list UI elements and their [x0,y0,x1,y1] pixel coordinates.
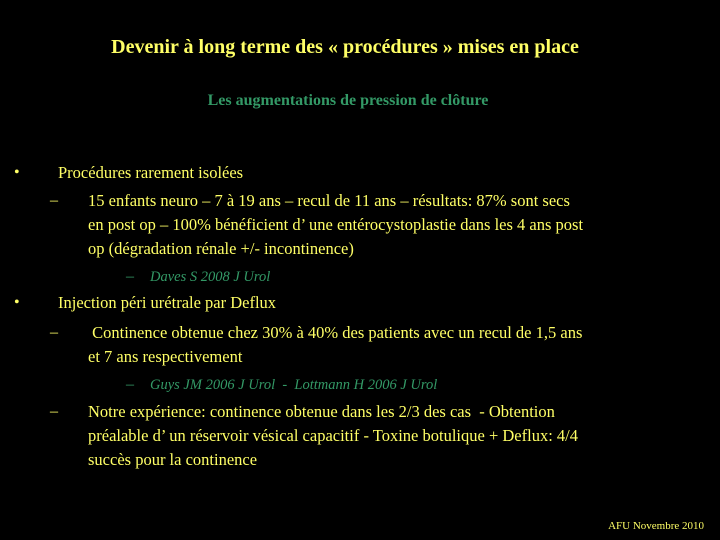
sub-bullet-line: et 7 ans respectivement [88,347,243,366]
bullet-marker: • [14,294,20,311]
sub-bullet-line: op (dégradation rénale +/- incontinence) [88,239,354,258]
bullet-marker: • [14,164,20,181]
slide-subtitle: Les augmentations de pression de clôture [207,92,489,109]
bullet-text: Injection péri urétrale par Deflux [58,293,277,312]
sub-bullet-line: Continence obtenue chez 30% à 40% des patients avec un recul de 1,5 ans [88,323,583,342]
sub-bullet-line: Notre expérience: continence obtenue dans les 2/3 des cas - Obtention [88,402,555,421]
sub-bullet-line: 15 enfants neuro – 7 à 19 ans – recul de 11 ans – résultats: 87% sont secs [88,191,570,210]
bullet-text: Procédures rarement isolées [58,163,244,182]
slide-title: Devenir à long terme des « procédures » mises en place [111,36,579,58]
reference-text: Daves S 2008 J Urol [150,269,271,285]
reference-text: Guys JM 2006 J Urol - Lottmann H 2006 J Urol [150,377,438,393]
sub-bullet-line: succès pour la continence [88,450,258,469]
reference-marker: – [126,376,134,393]
sub-bullet-marker: – [50,403,58,420]
sub-bullet-marker: – [50,192,58,209]
sub-bullet-marker: – [50,324,58,341]
sub-bullet-line: préalable d’ un réservoir vésical capacitif - Toxine botulique + Deflux: 4/4 [88,426,578,445]
slide-footer: AFU Novembre 2010 [608,520,704,532]
sub-bullet-line: en post op – 100% bénéficient d’ une entérocystoplastie dans les 4 ans post [88,215,584,234]
reference-marker: – [126,268,134,285]
